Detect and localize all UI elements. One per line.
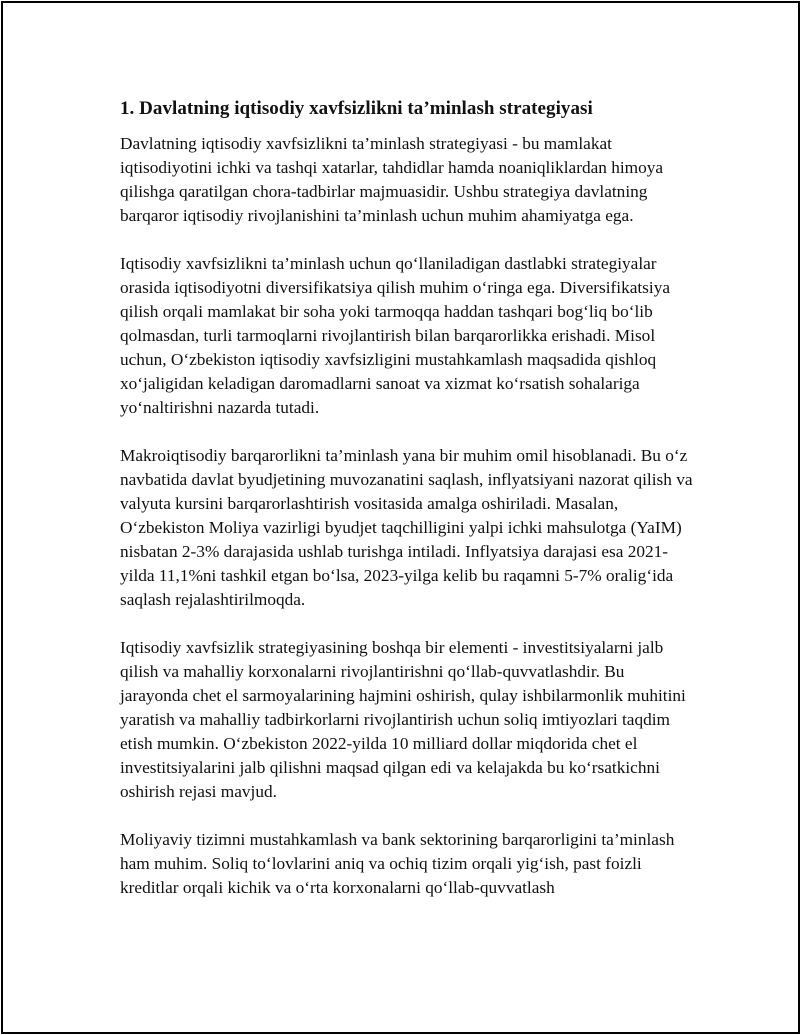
document-body — [120, 97, 695, 924]
paragraph-4: Iqtisodiy xavfsizlik strategiyasining boshqa bir elementi - investitsiyalarni jalb qilish va mahalliy korxonalarni rivojlantirishni qo‘llab-quvvatlashdir. Bu jarayonda chet el sarmoyalarining hajmini oshirish, qulay ishbilarmonlik muhitini yaratish va mahalliy tadbirkorlarni rivojlantirish uchun soliq imtiyozlari taqdim etish mumkin. O‘zbekiston 2022-yilda 10 milliard dollar miqdorida chet el investitsiyalarini jalb qilishni maqsad qilgan edi va kelajakda bu ko‘rsatkichni oshirish rejasi mavjud. — [120, 638, 686, 801]
paragraph-1: Davlatning iqtisodiy xavfsizlikni ta’minlash strategiyasi - bu mamlakat iqtisodiyotini ichki va tashqi xatarlar, tahdidlar hamda noaniqliklardan himoya qilishga qaratilgan chora-tadbirlar majmuasidir. Ushbu strategiya davlatning barqaror iqtisodiy rivojlanishini ta’minlash uchun muhim ahamiyatga ega. — [120, 134, 664, 225]
paragraph-2: Iqtisodiy xavfsizlikni ta’minlash uchun qo‘llaniladigan dastlabki strategiyalar orasida iqtisodiyotni diversifikatsiya qilish muhim o‘ringa ega. Diversifikatsiya qilish orqali mamlakat bir soha yoki tarmoqqa haddan tashqari bog‘liq bo‘lib qolmasdan, turli tarmoqlarni rivojlantirish bilan barqarorlikka erishadi. Misol uchun, O‘zbekiston iqtisodiy xavfsizligini mustahkamlash maqsadida qishloq xo‘jaligidan keladigan daromadlarni sanoat va xizmat ko‘rsatish sohalariga yo‘naltirishni nazarda tutadi. — [120, 254, 671, 417]
page-frame — [1, 1, 800, 1034]
section-heading: 1. Davlatning iqtisodiy xavfsizlikni ta’minlash strategiyasi — [120, 98, 593, 119]
paragraph-5: Moliyaviy tizimni mustahkamlash va bank sektorining barqarorligini ta’minlash ham muhim. Soliq to‘lovlarini aniq va ochiq tizim orqali yig‘ish, past foizli kreditlar orqali kichik va o‘rta korxonalarni qo‘llab-quvvatlash — [120, 830, 675, 897]
paragraph-3: Makroiqtisodiy barqarorlikni ta’minlash yana bir muhim omil hisoblanadi. Bu o‘z navbatida davlat byudjetining muvozanatini saqlash, inflyatsiyani nazorat qilish va valyuta kursini barqarorlashtirish vositasida amalga oshiriladi. Masalan, O‘zbekiston Moliya vazirligi byudjet taqchilligini yalpi ichki mahsulotga (YaIM) nisbatan 2-3% darajasida ushlab turishga intiladi. Inflyatsiya darajasi esa 2021-yilda 11,1%ni tashkil etgan bo‘lsa, 2023-yilga kelib bu raqamni 5-7% oralig‘ida saqlash rejalashtirilmoqda. — [120, 446, 693, 609]
